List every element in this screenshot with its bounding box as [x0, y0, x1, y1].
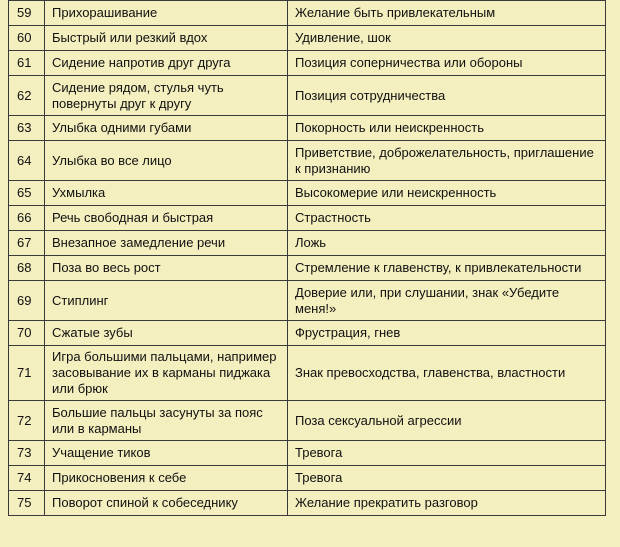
- gesture-cell: Улыбка одними губами: [45, 116, 288, 141]
- meaning-cell: Желание прекратить разговор: [288, 491, 606, 516]
- meaning-cell: Знак превосходства, главенства, властности: [288, 346, 606, 401]
- row-number: 70: [9, 321, 45, 346]
- table-row: [9, 256, 606, 281]
- gesture-cell: Прикосновения к себе: [45, 466, 288, 491]
- table-body: [9, 1, 606, 516]
- row-number: 59: [9, 1, 45, 26]
- gesture-cell: Сжатые зубы: [45, 321, 288, 346]
- meaning-cell: Позиция соперничества или обороны: [288, 51, 606, 76]
- gesture-cell: Внезапное замедление речи: [45, 231, 288, 256]
- meaning-cell: Стремление к главенству, к привлекательности: [288, 256, 606, 281]
- table-row: [9, 441, 606, 466]
- meaning-cell: Тревога: [288, 466, 606, 491]
- row-number: 60: [9, 26, 45, 51]
- table-row: [9, 346, 606, 401]
- meaning-cell: Высокомерие или неискренность: [288, 181, 606, 206]
- meaning-cell: Желание быть привлекательным: [288, 1, 606, 26]
- row-number: 72: [9, 401, 45, 441]
- table-row: [9, 231, 606, 256]
- row-number: 75: [9, 491, 45, 516]
- row-number: 63: [9, 116, 45, 141]
- meaning-cell: Поза сексуальной агрессии: [288, 401, 606, 441]
- row-number: 71: [9, 346, 45, 401]
- table-row: [9, 281, 606, 321]
- meaning-cell: Позиция сотрудничества: [288, 76, 606, 116]
- row-number: 73: [9, 441, 45, 466]
- meaning-cell: Доверие или, при слушании, знак «Убедите меня!»: [288, 281, 606, 321]
- table-row: [9, 141, 606, 181]
- row-number: 64: [9, 141, 45, 181]
- meaning-cell: Тревога: [288, 441, 606, 466]
- row-number: 62: [9, 76, 45, 116]
- table-row: [9, 206, 606, 231]
- table-row: [9, 1, 606, 26]
- table-row: [9, 116, 606, 141]
- table-row: [9, 321, 606, 346]
- row-number: 69: [9, 281, 45, 321]
- gesture-cell: Игра большими пальцами, например засовывание их в карманы пиджака или брюк: [45, 346, 288, 401]
- row-number: 67: [9, 231, 45, 256]
- gesture-cell: Поворот спиной к собеседнику: [45, 491, 288, 516]
- gesture-cell: Речь свободная и быстрая: [45, 206, 288, 231]
- row-number: 66: [9, 206, 45, 231]
- row-number: 74: [9, 466, 45, 491]
- gesture-cell: Сидение напротив друг друга: [45, 51, 288, 76]
- table-row: [9, 401, 606, 441]
- row-number: 61: [9, 51, 45, 76]
- table-row: [9, 491, 606, 516]
- gesture-cell: Ухмылка: [45, 181, 288, 206]
- meaning-cell: Ложь: [288, 231, 606, 256]
- gesture-cell: Сидение рядом, стулья чуть повернуты друг к другу: [45, 76, 288, 116]
- table-row: [9, 76, 606, 116]
- meaning-cell: Страстность: [288, 206, 606, 231]
- table-row: [9, 181, 606, 206]
- gesture-cell: Стиплинг: [45, 281, 288, 321]
- meaning-cell: Покорность или неискренность: [288, 116, 606, 141]
- table-row: [9, 26, 606, 51]
- meaning-cell: Приветствие, доброжелательность, приглашение к признанию: [288, 141, 606, 181]
- row-number: 65: [9, 181, 45, 206]
- gesture-cell: Прихорашивание: [45, 1, 288, 26]
- gesture-cell: Улыбка во все лицо: [45, 141, 288, 181]
- gesture-cell: Быстрый или резкий вдох: [45, 26, 288, 51]
- gesture-cell: Большие пальцы засунуты за пояс или в карманы: [45, 401, 288, 441]
- row-number: 68: [9, 256, 45, 281]
- gesture-cell: Поза во весь рост: [45, 256, 288, 281]
- meaning-cell: Фрустрация, гнев: [288, 321, 606, 346]
- signs-table: [8, 0, 606, 516]
- table-row: [9, 466, 606, 491]
- table-row: [9, 51, 606, 76]
- gesture-cell: Учащение тиков: [45, 441, 288, 466]
- meaning-cell: Удивление, шок: [288, 26, 606, 51]
